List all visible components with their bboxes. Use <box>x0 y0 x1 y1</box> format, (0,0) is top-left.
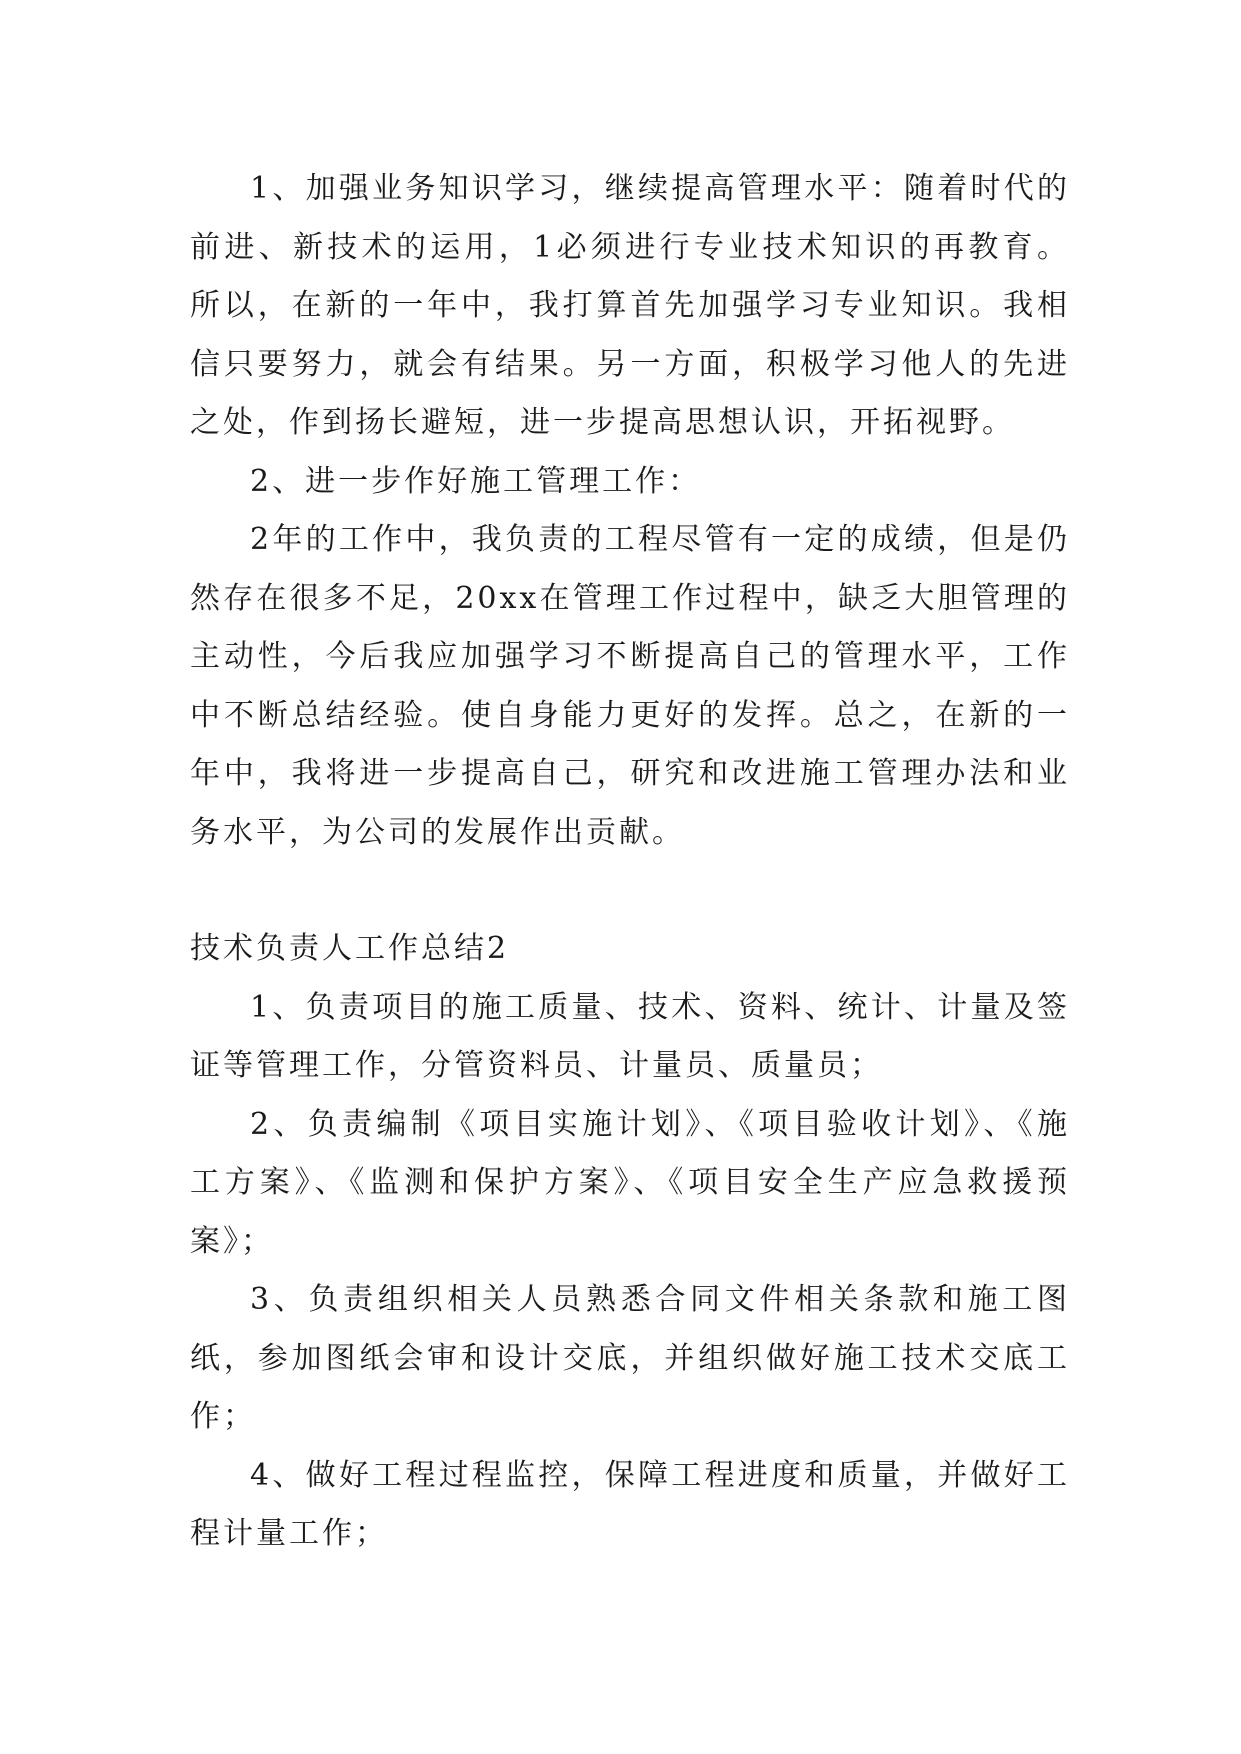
section-spacer <box>190 862 1070 920</box>
list-item-3: 3、负责组织相关人员熟悉合同文件相关条款和施工图纸，参加图纸会审和设计交底，并组织做好施工技术交底工作； <box>190 1282 1070 1434</box>
list-item-2: 2、负责编制《项目实施计划》、《项目验收计划》、《施工方案》、《监测和保护方案》、《项目安全生产应急救援预案》； <box>190 1106 1070 1259</box>
list-item-1: 1、负责项目的施工质量、技术、资料、统计、计量及签证等管理工作，分管资料员、计量员、质量员； <box>190 989 1070 1083</box>
paragraph-1: 1、加强业务知识学习，继续提高管理水平：随着时代的前进、新技术的运用，1必须进行专业技术知识的再教育。所以，在新的一年中，我打算首先加强学习专业知识。我相信只要努力，就会有结果。另一方面，积极学习他人的先进之处，作到扬长避短，进一步提高思想认识，开拓视野。 <box>190 171 1070 440</box>
document-body <box>190 160 1070 1564</box>
paragraph-2: 2、进一步作好施工管理工作： <box>250 463 702 499</box>
section-title: 技术负责人工作总结2 <box>190 931 510 966</box>
paragraph-3: 2年的工作中，我负责的工程尽管有一定的成绩，但是仍然存在很多不足，20xx在管理工作过程中，缺乏大胆管理的主动性，今后我应加强学习不断提高自己的管理水平，工作中不断总结经验。使自身能力更好的发挥。总之，在新的一年中，我将进一步提高自己，研究和改进施工管理办法和业务水平，为公司的发展作出贡献。 <box>190 522 1070 850</box>
list-item-4: 4、做好工程过程监控，保障工程进度和质量，并做好工程计量工作； <box>190 1457 1070 1551</box>
